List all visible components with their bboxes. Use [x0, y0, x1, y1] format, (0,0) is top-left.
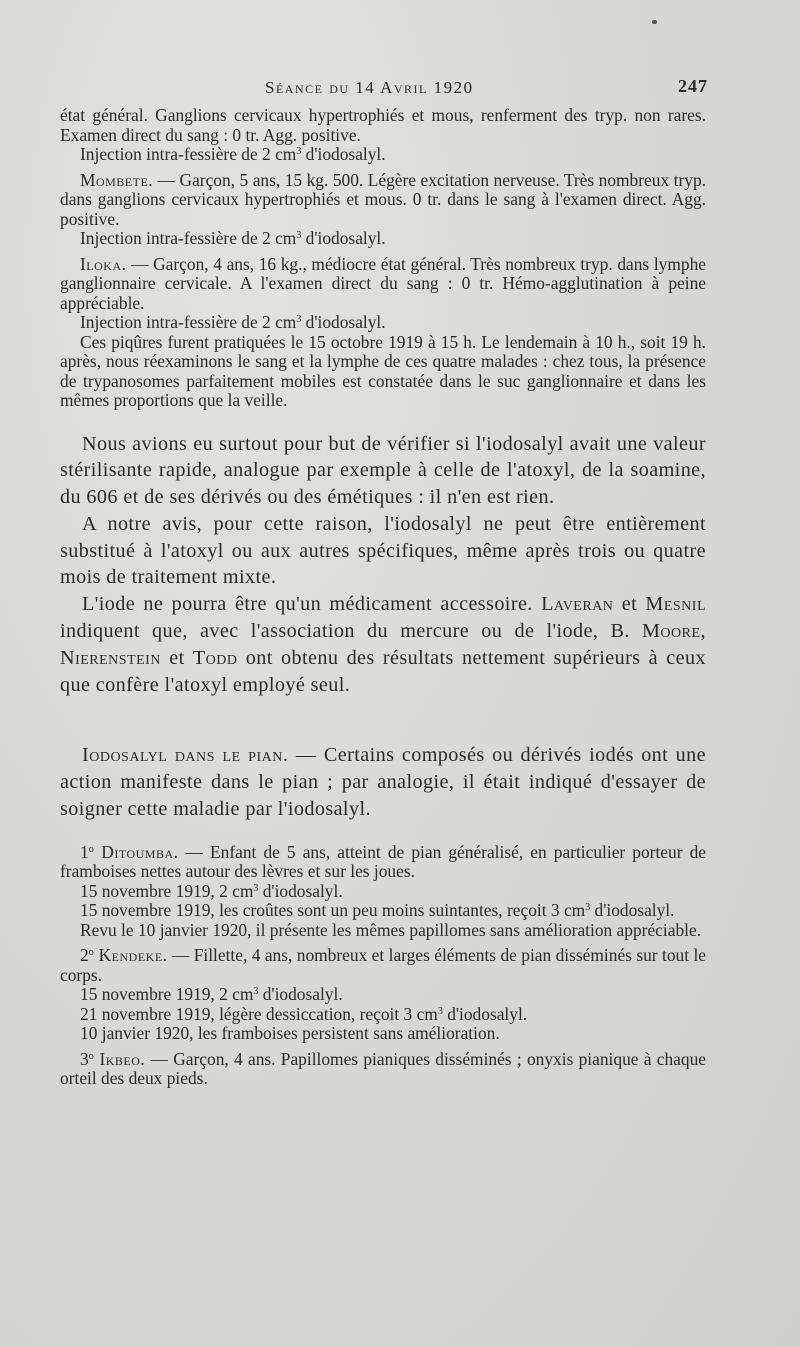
running-header	[60, 72, 706, 106]
text: — Garçon, 4 ans, 16 kg., médiocre état général. Très nombreux tryp. dans lymphe ganglionnaire cervicale. A l'examen direct du sang : 0 tr. Hémo-agglutination à peine appréciable.	[60, 253, 706, 313]
text: indiquent que, avec l'association du mercure ou de l'iode, B.	[60, 620, 642, 643]
author-name: Nierenstein	[60, 646, 161, 669]
case-paragraph	[60, 145, 706, 165]
case-paragraph	[60, 985, 706, 1005]
text: et	[613, 593, 646, 616]
text: Injection intra-fessière de 2 cm	[80, 228, 297, 248]
superscript: o	[88, 947, 94, 959]
text: Injection intra-fessière de 2 cm	[80, 144, 297, 164]
patient-name: Ikbeo.	[93, 1048, 146, 1069]
text: 15 novembre 1919, les croûtes sont un peu moins suintantes, reçoit 3 cm	[80, 900, 586, 921]
author-name: Moore	[641, 620, 701, 643]
superscript: 3	[296, 314, 302, 325]
ink-speck	[652, 20, 657, 24]
text: d'iodosalyl.	[301, 144, 386, 164]
author-name: Mesnil	[645, 593, 707, 616]
case-number: 1	[80, 841, 89, 862]
section-paragraph	[60, 742, 706, 822]
case-paragraph	[60, 1005, 706, 1025]
text: d'iodosalyl.	[258, 880, 343, 901]
case-paragraph: Ces piqûres furent pratiquées le 15 octobre 1919 à 15 h. Le lendemain à 10 h., soit 19 h. après, nous réexaminons le sang et la lymphe de ces quatre malades : chez tous, la présence de trypanosomes parfaitement mobiles est constatée dans le suc ganglionnaire et dans les mêmes proportions que la veille.	[60, 331, 706, 410]
patient-name: Ditoumba.	[93, 841, 179, 862]
case-paragraph: 10 janvier 1920, les framboises persistent sans amélioration.	[80, 1023, 500, 1044]
case-paragraph	[60, 901, 706, 921]
case-paragraph	[60, 1050, 706, 1089]
text: ,	[700, 620, 706, 643]
text: d'iodosalyl.	[258, 984, 343, 1005]
body-paragraph: A notre avis, pour cette raison, l'iodosalyl ne peut être entièrement substitué à l'atoxyl ou aux autres spécifiques, même après trois ou quatre mois de traitement mixte.	[60, 512, 706, 589]
text: d'iodosalyl.	[442, 1003, 528, 1024]
superscript: 3	[253, 986, 259, 998]
running-title: Séance du 14 Avril 1920	[265, 78, 474, 97]
author-name: Todd	[192, 646, 238, 669]
case-number: 2	[80, 945, 89, 966]
text: d'iodosalyl.	[590, 900, 675, 921]
patient-name: Iloka.	[80, 253, 127, 274]
text: ont obtenu des résultats nettement supérieurs à ceux que confère l'atoxyl employé seul.	[60, 646, 706, 696]
text: 15 novembre 1919, 2 cm	[80, 984, 254, 1005]
text: 21 novembre 1919, légère dessiccation, reçoit 3 cm	[80, 1003, 438, 1024]
patient-name: Kendeke.	[93, 945, 168, 966]
case-paragraph: Revu le 10 janvier 1920, il présente les mêmes papillomes sans amélioration appréciable.	[80, 919, 702, 940]
text: 15 novembre 1919, 2 cm	[80, 880, 254, 901]
case-paragraph	[60, 946, 706, 985]
text: — Certains composés ou dérivés iodés ont une action manifeste dans le pian ; par analogie, il était indiqué d'essayer de soigner cette maladie par l'iodosalyl.	[60, 744, 706, 821]
body-paragraph: Nous avions eu surtout pour but de vérifier si l'iodosalyl avait une valeur stérilisante rapide, analogue par exemple à celle de l'atoxyl, de la soamine, du 606 et de ses dérivés ou des émétiques : il n'en est rien.	[60, 432, 706, 509]
page-number: 247	[678, 76, 708, 96]
text: — Enfant de 5 ans, atteint de pian généralisé, en particulier porteur de framboises nettes autour des lèvres et sur les joues.	[60, 841, 706, 882]
case-paragraph	[60, 843, 706, 882]
author-name: Laveran	[541, 593, 614, 616]
text: Injection intra-fessière de 2 cm	[80, 312, 297, 332]
superscript: 3	[253, 882, 259, 894]
superscript: o	[88, 1050, 94, 1062]
patient-name: Mombete.	[80, 169, 154, 190]
superscript: 3	[296, 230, 302, 241]
text: d'iodosalyl.	[301, 228, 386, 248]
case-paragraph	[60, 313, 706, 333]
superscript: o	[88, 843, 94, 855]
superscript: 3	[585, 902, 591, 914]
text: et	[160, 646, 193, 669]
superscript: 3	[296, 146, 302, 157]
text: L'iode ne pourra être qu'un médicament accessoire.	[82, 593, 542, 616]
text: — Garçon, 4 ans. Papillomes pianiques disséminés ; onyxis pianique à chaque orteil des deux pieds.	[60, 1048, 706, 1089]
text: d'iodosalyl.	[301, 312, 386, 332]
case-paragraph	[60, 171, 706, 230]
case-paragraph	[60, 255, 706, 314]
body-paragraph	[60, 591, 706, 698]
text: état général. Ganglions cervicaux hypertrophiés et mous, renferment des tryp. non rares. Examen direct du sang : 0 tr. Agg. positive.	[60, 105, 706, 145]
case-number: 3	[80, 1048, 89, 1069]
case-paragraph	[60, 229, 706, 249]
text: — Fillette, 4 ans, nombreux et larges éléments de pian disséminés sur tout le corps.	[60, 945, 707, 985]
case-paragraph	[60, 882, 706, 902]
section-heading: Iodosalyl dans le pian.	[82, 744, 289, 767]
text: — Garçon, 5 ans, 15 kg. 500. Légère excitation nerveuse. Très nombreux tryp. dans ganglions cervicaux hypertrophiés et mous. 0 tr. dans le sang à l'examen direct. Agg. positive.	[60, 169, 706, 229]
case-paragraph	[60, 106, 706, 145]
superscript: 3	[437, 1005, 443, 1017]
page	[60, 72, 706, 1089]
